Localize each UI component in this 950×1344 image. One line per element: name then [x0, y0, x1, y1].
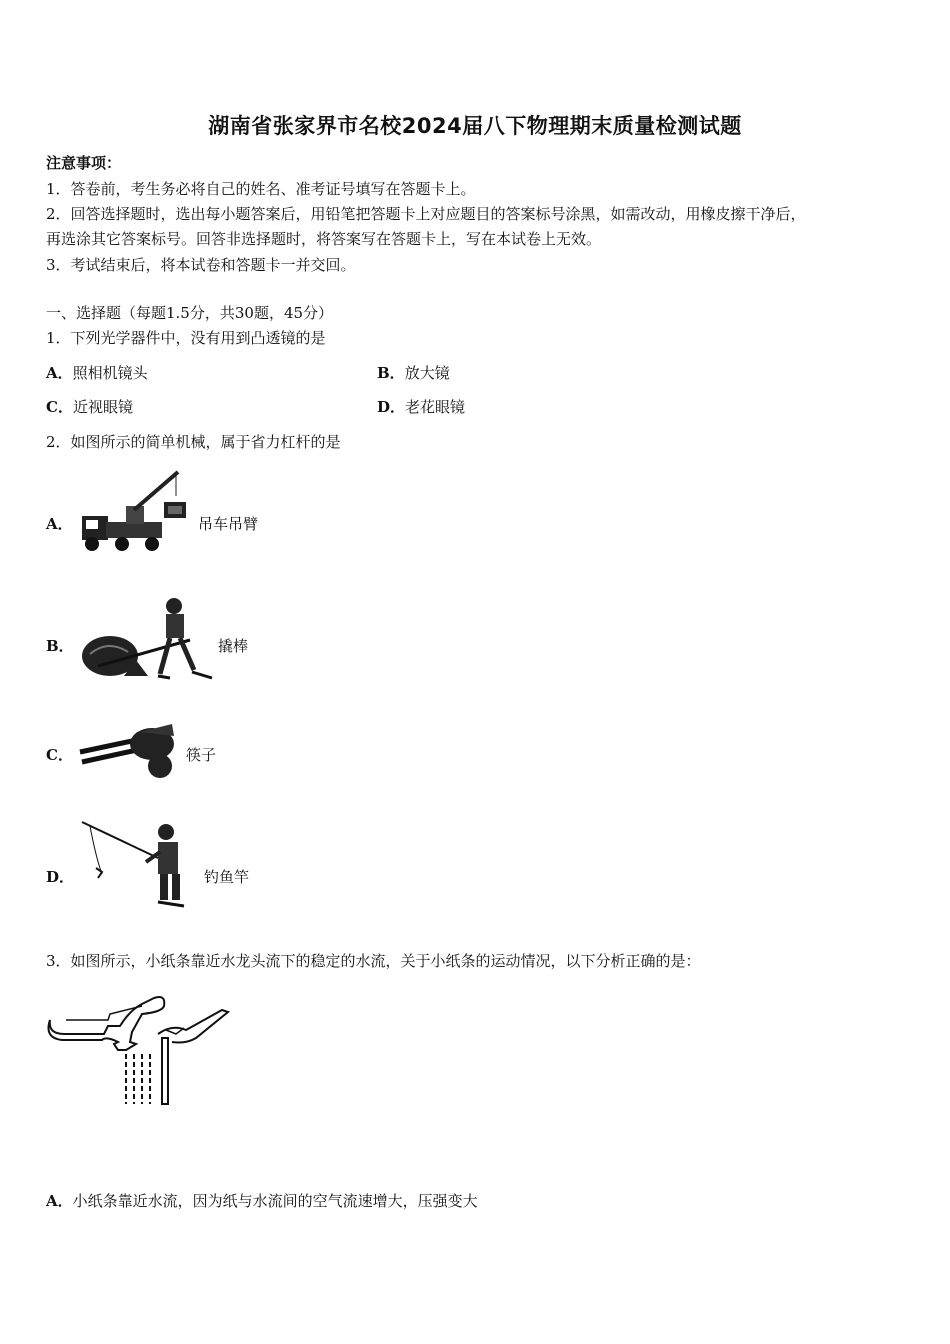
option-text: 老花眼镜: [405, 398, 466, 416]
page-title: 湖南省张家界市名校2024届八下物理期末质量检测试题: [208, 114, 742, 138]
option-text: 近视眼镜: [72, 398, 133, 416]
q1-option-a: [46, 362, 148, 383]
q2-option-c-letter: C．: [46, 746, 73, 764]
notice-heading: 注意事项：: [46, 154, 122, 172]
q1-option-b: [377, 362, 450, 383]
q1-option-c: [46, 396, 133, 417]
chopsticks-hand-icon: [76, 716, 180, 780]
q2-option-b-text: 撬棒: [218, 637, 249, 655]
q2-option-d-text: 钓鱼竿: [204, 868, 250, 886]
crane-truck-icon: [78, 466, 193, 556]
notice-item-1: 1．答卷前，考生务必将自己的姓名、准考证号填写在答题卡上。: [46, 180, 476, 198]
q2-option-a-text: 吊车吊臂: [198, 515, 259, 533]
option-text: 放大镜: [404, 364, 450, 382]
q2-option-c-text: 筷子: [186, 746, 217, 764]
crowbar-worker-icon: [78, 594, 218, 686]
notice-item-2-cont: 再选涂其它答案标号。回答非选择题时，将答案写在答题卡上，写在本试卷上无效。: [46, 230, 602, 248]
q2-option-b-letter: B．: [46, 637, 74, 655]
faucet-paper-strip-icon: [46, 990, 231, 1108]
option-letter: C．: [46, 398, 73, 416]
option-letter: D．: [377, 398, 406, 416]
q2-option-a-letter: A．: [46, 515, 73, 533]
option-letter: A．: [46, 364, 73, 382]
section-heading: 一、选择题（每题1.5分，共30题，45分）: [46, 304, 334, 322]
q3-stem: 3．如图所示，小纸条靠近水龙头流下的稳定的水流，关于小纸条的运动情况，以下分析正确的是：: [46, 952, 701, 970]
q2-stem: 2．如图所示的简单机械，属于省力杠杆的是: [46, 433, 341, 451]
notice-item-3: 3．考试结束后，将本试卷和答题卡一并交回。: [46, 256, 356, 274]
q2-option-d-letter: D．: [46, 868, 75, 886]
option-text: 小纸条靠近水流，因为纸与水流间的空气流速增大，压强变大: [72, 1192, 478, 1210]
q1-stem: 1．下列光学器件中，没有用到凸透镜的是: [46, 329, 326, 347]
q3-option-a: [46, 1190, 478, 1211]
notice-item-2: 2．回答选择题时，选出每小题答案后，用铅笔把答题卡上对应题目的答案标号涂黑，如需改动，用橡皮擦干净后，: [46, 205, 806, 223]
option-letter: B．: [377, 364, 405, 382]
fishing-man-icon: [80, 818, 195, 910]
option-text: 照相机镜头: [72, 364, 148, 382]
q1-option-d: [377, 396, 465, 417]
option-letter: A．: [46, 1192, 73, 1210]
